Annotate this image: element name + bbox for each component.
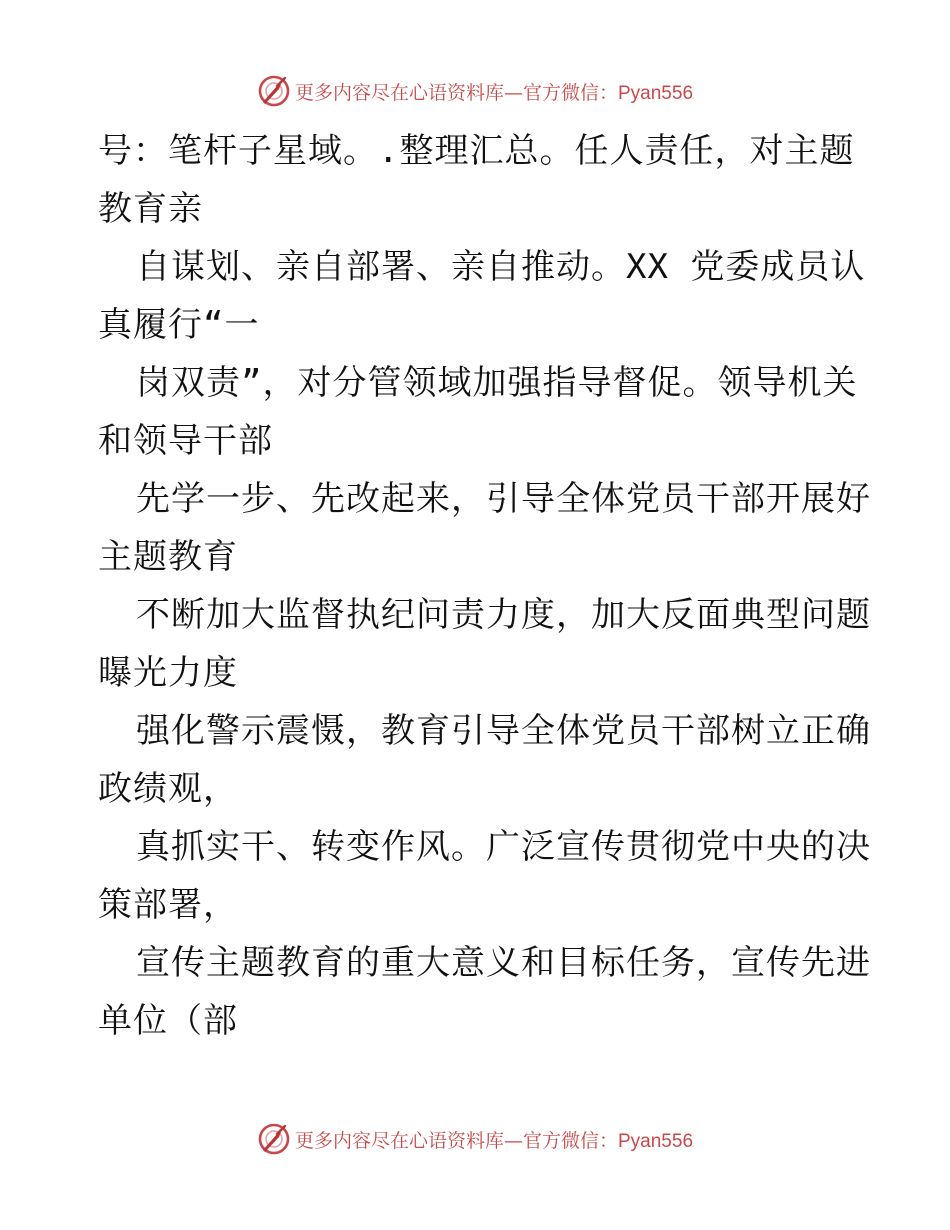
body-line: 强化警示震慑，教育引导全体党员干部树立正确	[136, 711, 871, 751]
header-banner-handle: Pyan556	[618, 82, 694, 104]
body-line: 主题教育	[98, 537, 238, 577]
header-watermark-banner	[0, 69, 950, 113]
header-banner-text: 更多内容尽在心语资料库—官方微信：Pyan556	[294, 81, 694, 104]
body-line: 岗双责”，对分管领域加强指导督促。领导机关	[136, 363, 858, 403]
document-body	[98, 122, 871, 1050]
body-line: 号：笔杆子星域。.整理汇总。任人责任，对主题	[98, 131, 855, 171]
body-line: 宣传主题教育的重大意义和目标任务，宣传先进	[136, 943, 871, 983]
footer-watermark-banner	[0, 1117, 950, 1161]
body-line: 曝光力度	[98, 653, 238, 693]
pen-circle-logo-icon	[257, 1122, 291, 1156]
body-line: 策部署，	[98, 885, 238, 925]
body-line: 和领导干部	[98, 421, 273, 461]
body-line: 真抓实干、转变作风。广泛宣传贯彻党中央的决	[136, 827, 871, 867]
pen-circle-logo-icon	[257, 74, 291, 108]
body-line: 真履行“一	[98, 305, 260, 345]
body-line: 单位（部	[98, 1001, 238, 1041]
body-line: 先学一步、先改起来，引导全体党员干部开展好	[136, 479, 871, 519]
footer-banner-text: 更多内容尽在心语资料库—官方微信：Pyan556	[294, 1129, 694, 1152]
body-line: 政绩观，	[98, 769, 238, 809]
body-line: 教育亲	[98, 189, 203, 229]
footer-banner-handle: Pyan556	[618, 1130, 694, 1152]
body-line: 自谋划、亲自部署、亲自推动。XX 党委成员认	[136, 247, 866, 287]
body-line: 不断加大监督执纪问责力度，加大反面典型问题	[136, 595, 871, 635]
